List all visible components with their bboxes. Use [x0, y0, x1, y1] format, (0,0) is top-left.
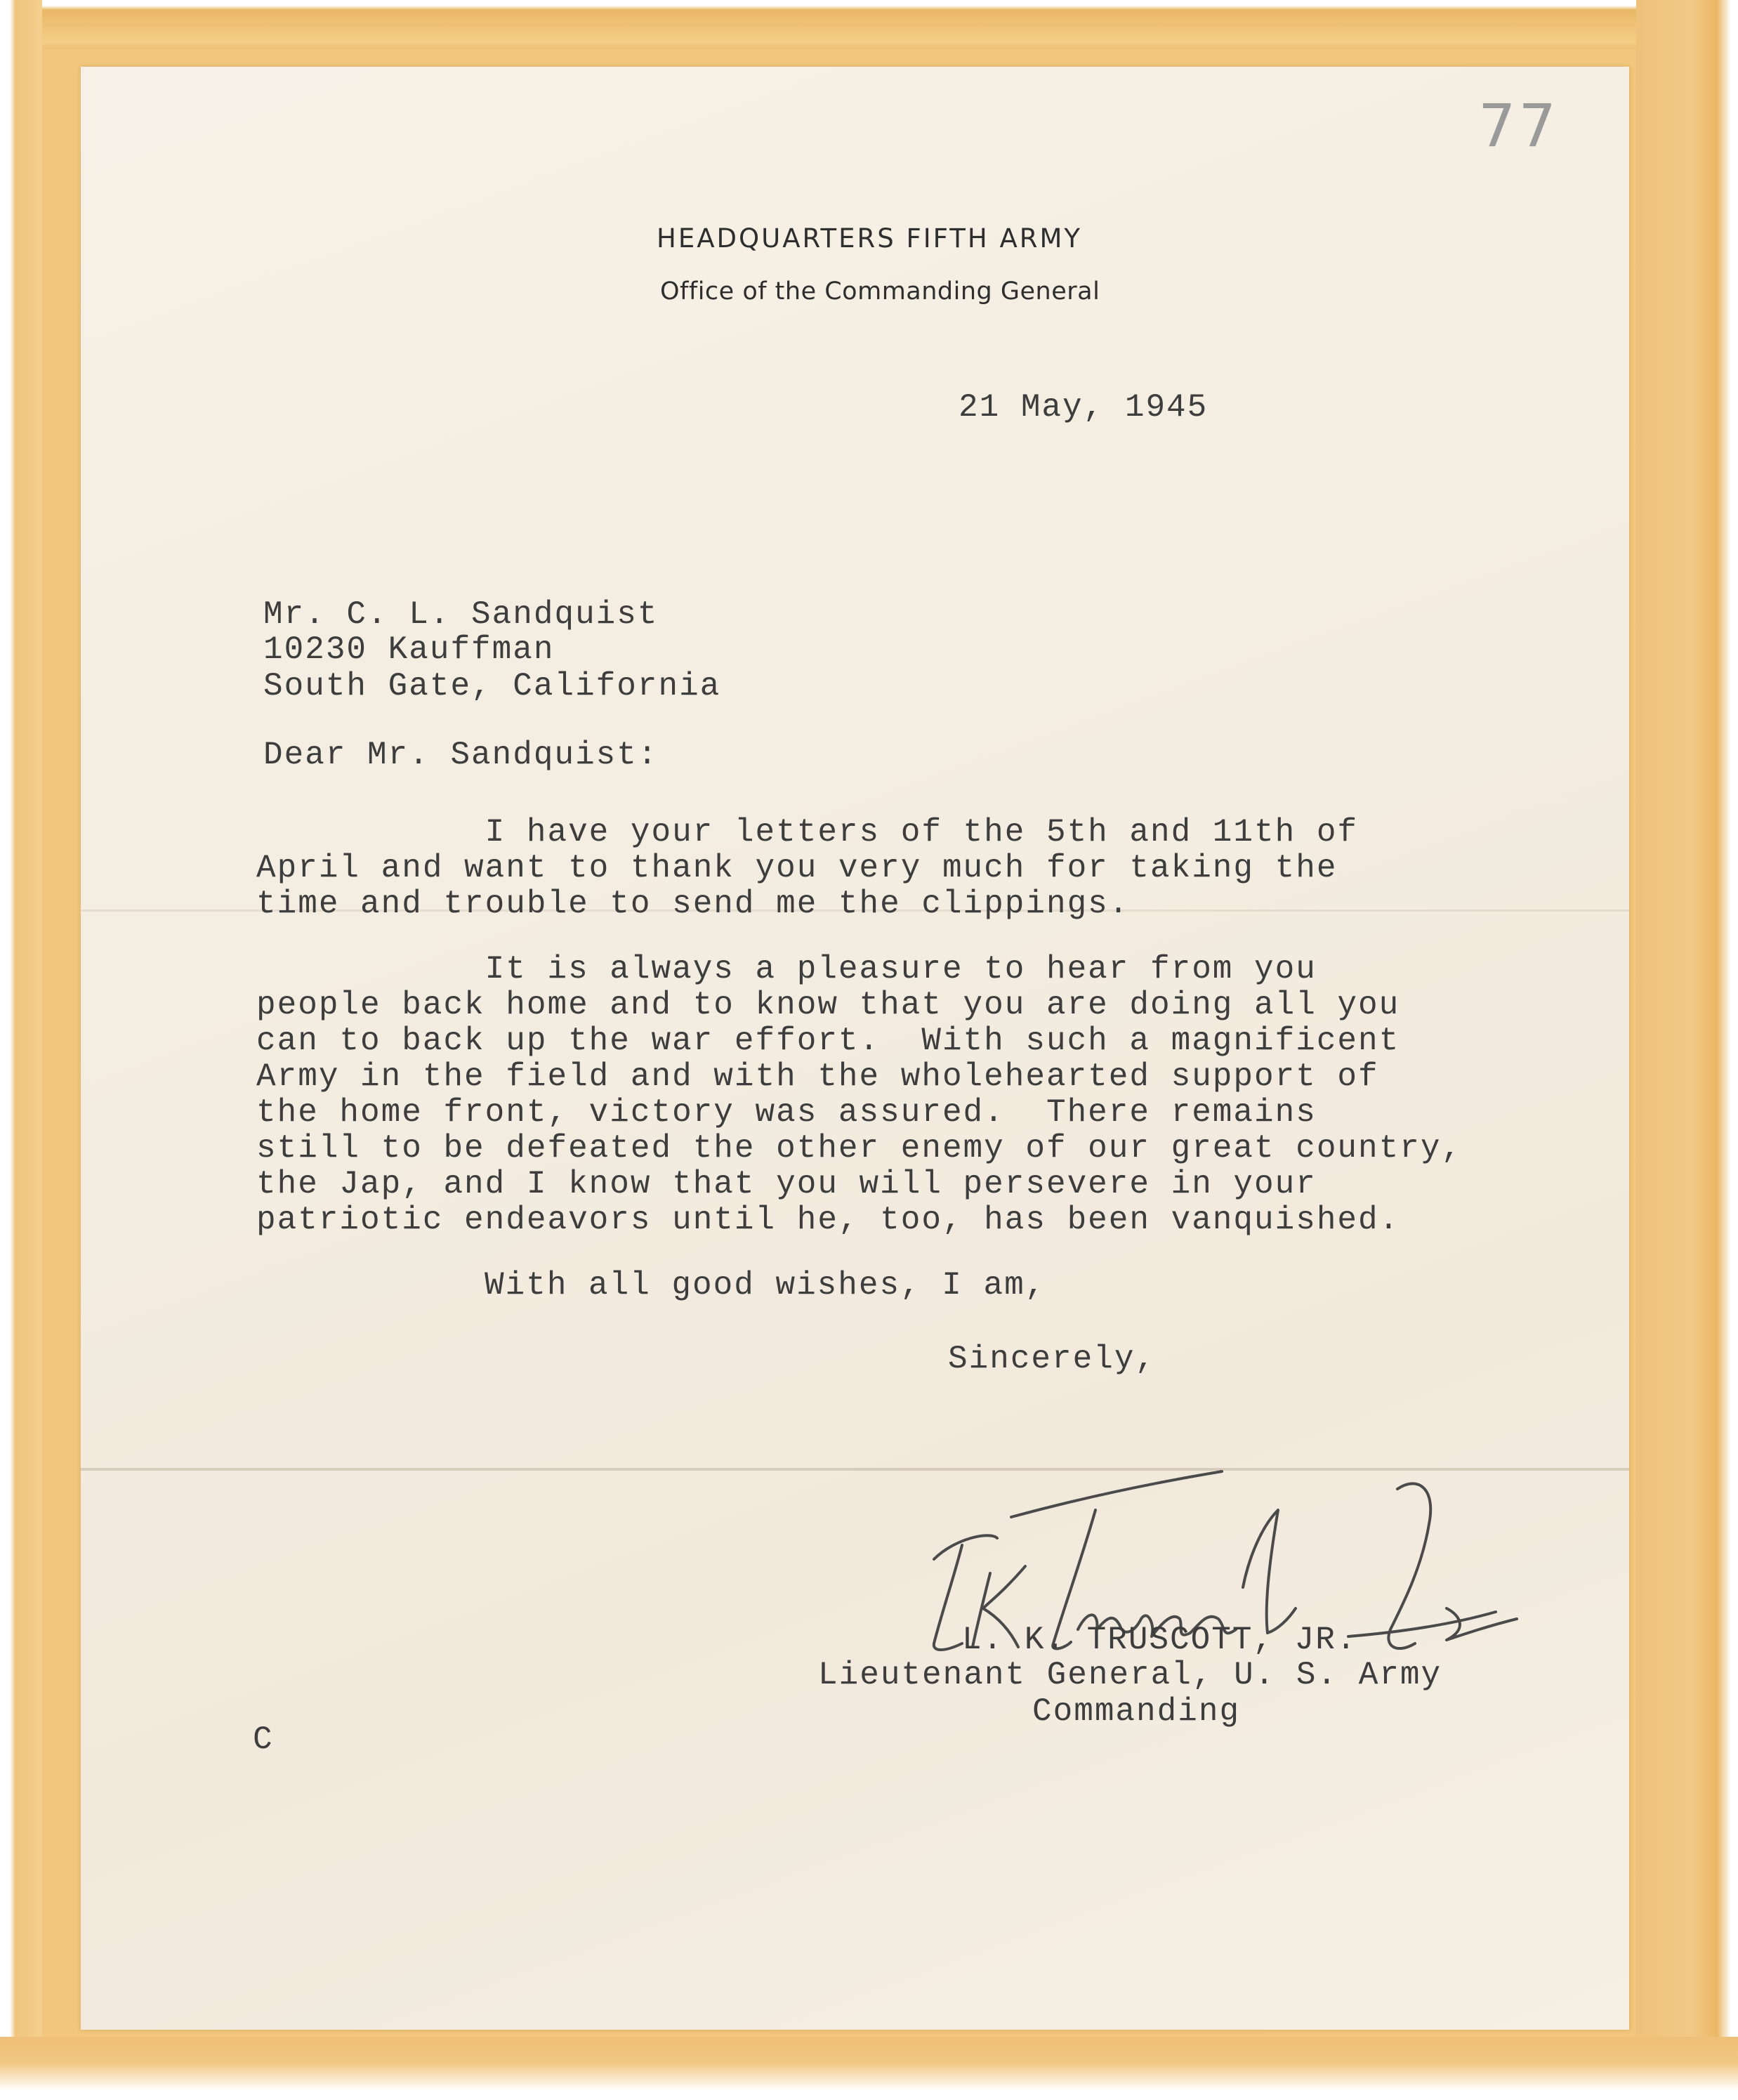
- typist-initial: C: [253, 1721, 274, 1758]
- tape-top: [0, 0, 1738, 49]
- tape-bottom: [0, 2037, 1738, 2100]
- tape-right: [1636, 0, 1738, 2100]
- letterhead-title: HEADQUARTERS FIFTH ARMY: [657, 223, 1083, 254]
- signatory-name: L. K. TRUSCOTT, JR.: [962, 1622, 1357, 1658]
- closing-wishes: With all good wishes, I am,: [485, 1267, 1046, 1304]
- page-number: 77: [1478, 91, 1559, 160]
- recipient-name: Mr. C. L. Sandquist: [263, 596, 659, 633]
- salutation: Dear Mr. Sandquist:: [263, 737, 659, 773]
- letterhead-office: Office of the Commanding General: [660, 277, 1100, 306]
- signatory-title: Lieutenant General, U. S. Army: [818, 1657, 1442, 1693]
- body-paragraph-1: I have your letters of the 5th and 11th of April and want to thank you very much for taking the time and trouble to send me the clippings.: [256, 814, 1359, 922]
- signatory-role: Commanding: [1032, 1693, 1241, 1730]
- valediction: Sincerely,: [948, 1341, 1157, 1377]
- recipient-street: 10230 Kauffman: [263, 631, 555, 668]
- tape-left: [0, 0, 42, 2100]
- body-paragraph-2: It is always a pleasure to hear from you people back home and to know that you are doing all you can to back up the war effort. With such a magnificent Army in the field and with the wholehearted support of the home front, victory was assured. There remains still to be defeated the other enemy of our great country, the Jap, and I know that you will persevere in your patriotic endeavors until he, too, has been vanquished.: [256, 951, 1463, 1238]
- letter-date: 21 May, 1945: [959, 389, 1209, 426]
- recipient-city: South Gate, California: [263, 668, 721, 704]
